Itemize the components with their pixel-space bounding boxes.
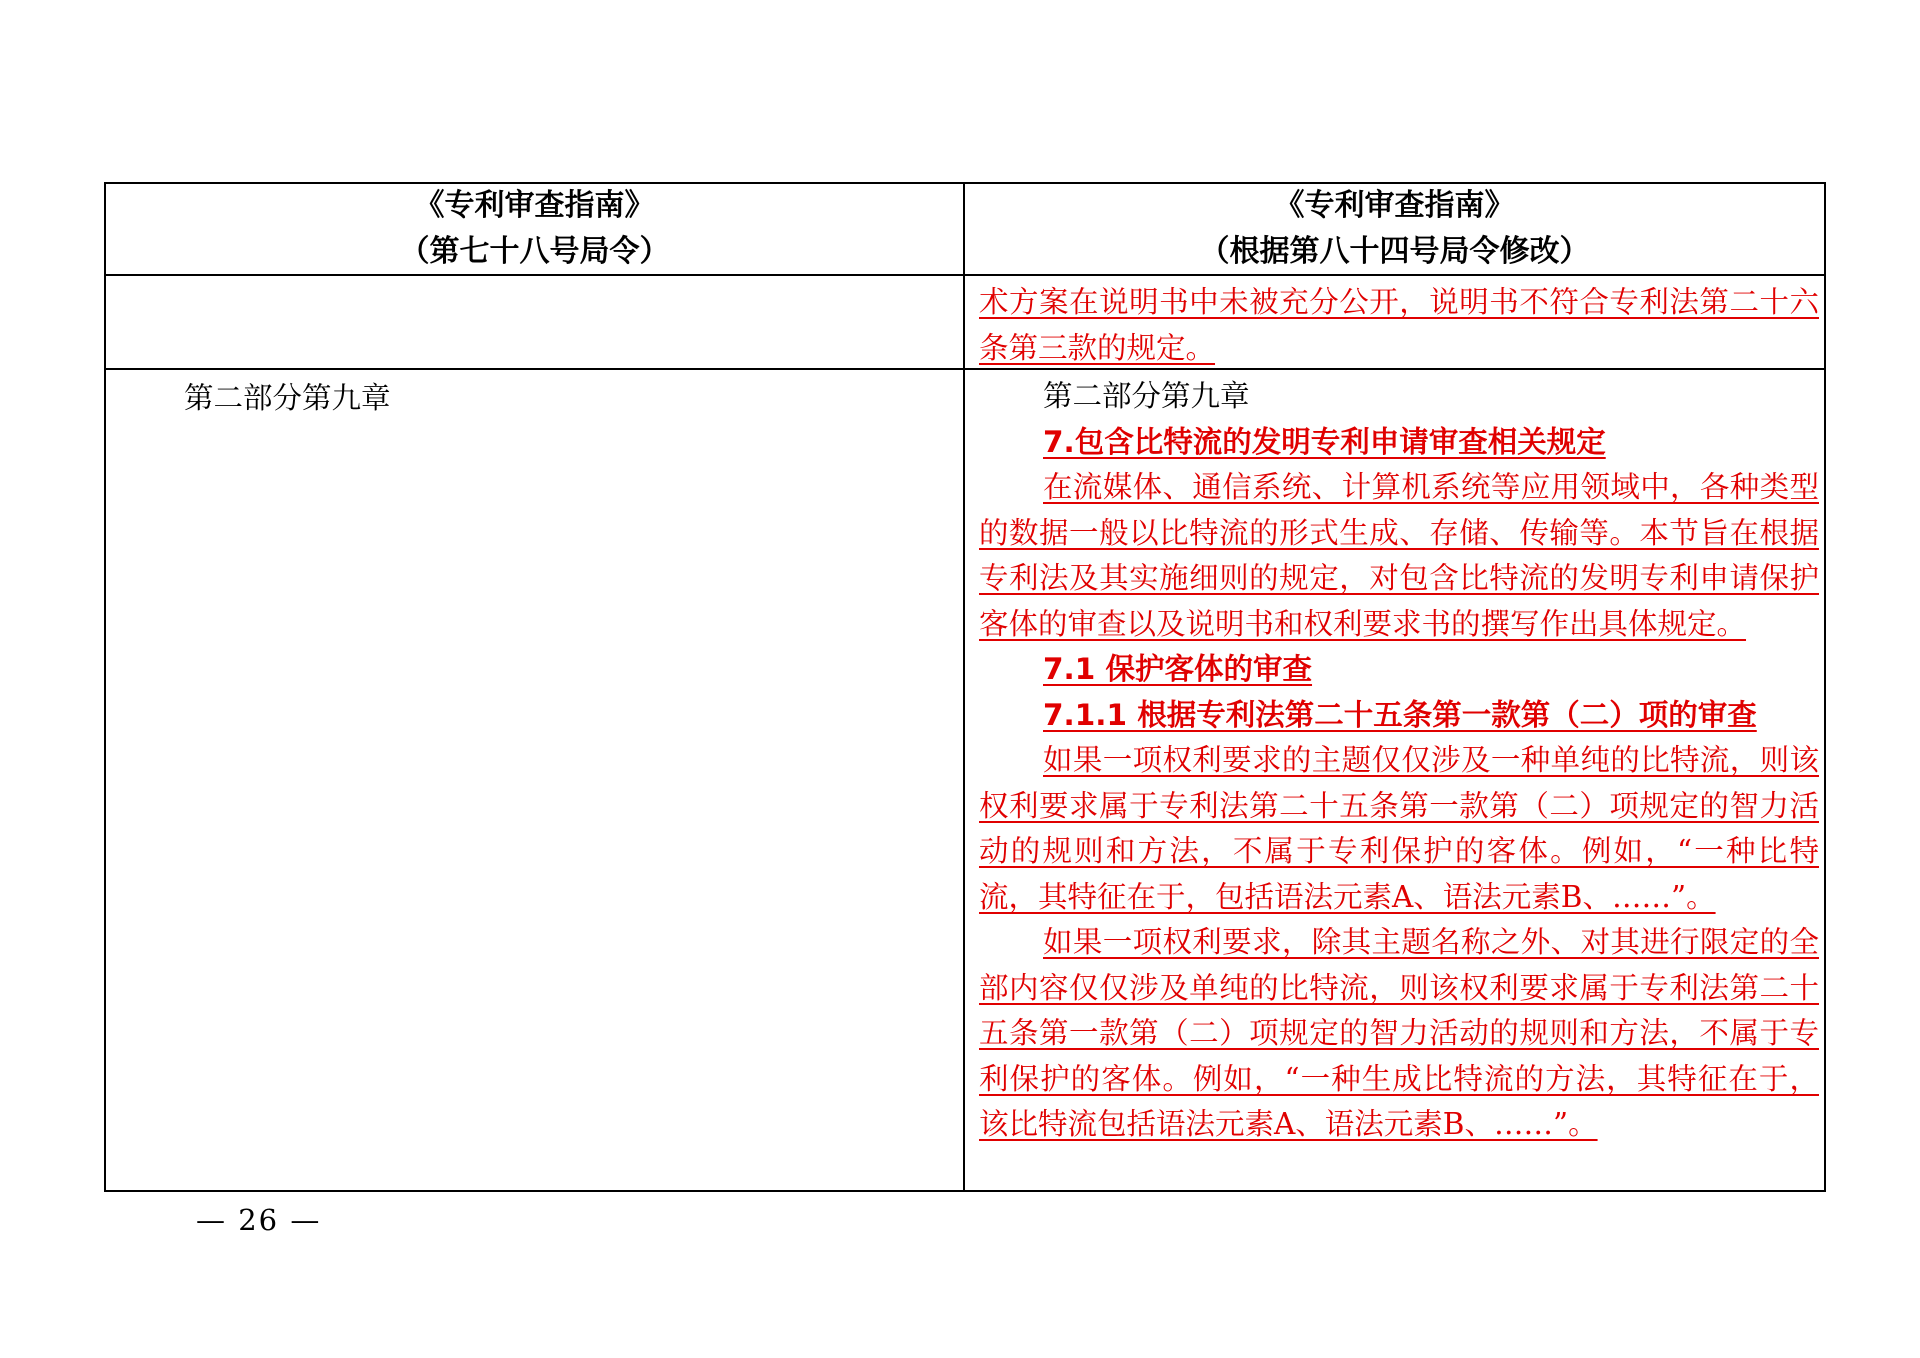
row1-right-text: 术方案在说明书中未被充分公开，说明书不符合专利法第二十六条第三款的规定。 [979, 285, 1819, 365]
row1-right-cell [979, 280, 1819, 371]
header-left-cell [106, 184, 963, 274]
row2-right-chapter: 第二部分第九章 [1043, 379, 1250, 413]
header-right-cell [965, 184, 1824, 274]
page-number: — 26 — [196, 1203, 322, 1237]
section-7-1-1-paragraph-a: 如果一项权利要求的主题仅仅涉及一种单纯的比特流，则该权利要求属于专利法第二十五条第一款第（二）项规定的智力活动的规则和方法，不属于专利保护的客体。例如，“一种比特流，其特征在于，包括语法元素A、语法元素B、……”。 [979, 743, 1819, 914]
row2-right-cell [979, 374, 1819, 1148]
header-left-title: 《专利审查指南》 [414, 188, 655, 223]
section-7-1-heading: 7.1 保护客体的审查 [1043, 652, 1313, 686]
header-right-title: 《专利审查指南》 [1274, 188, 1515, 223]
section-7-1-1-paragraph-b: 如果一项权利要求，除其主题名称之外、对其进行限定的全部内容仅仅涉及单纯的比特流，则该权利要求属于专利法第二十五条第一款第（二）项规定的智力活动的规则和方法，不属于专利保护的客体。例如，“一种生成比特流的方法，其特征在于，该比特流包括语法元素A、语法元素B、……”。 [979, 925, 1819, 1141]
row2-left-chapter: 第二部分第九章 [184, 381, 391, 415]
section-7-heading: 7.包含比特流的发明专利申请审查相关规定 [1043, 424, 1606, 459]
comparison-table [104, 182, 1826, 1192]
section-7-1-1-heading: 7.1.1 根据专利法第二十五条第一款第（二）项的审查 [1043, 697, 1757, 732]
header-left-subtitle: （第七十八号局令） [399, 234, 670, 269]
header-right-subtitle: （根据第八十四号局令修改） [1199, 234, 1590, 269]
column-divider [963, 184, 965, 1190]
section-7-paragraph: 在流媒体、通信系统、计算机系统等应用领域中，各种类型的数据一般以比特流的形式生成、存储、传输等。本节旨在根据专利法及其实施细则的规定，对包含比特流的发明专利申请保护客体的审查以及说明书和权利要求书的撰写作出具体规定。 [979, 470, 1819, 641]
